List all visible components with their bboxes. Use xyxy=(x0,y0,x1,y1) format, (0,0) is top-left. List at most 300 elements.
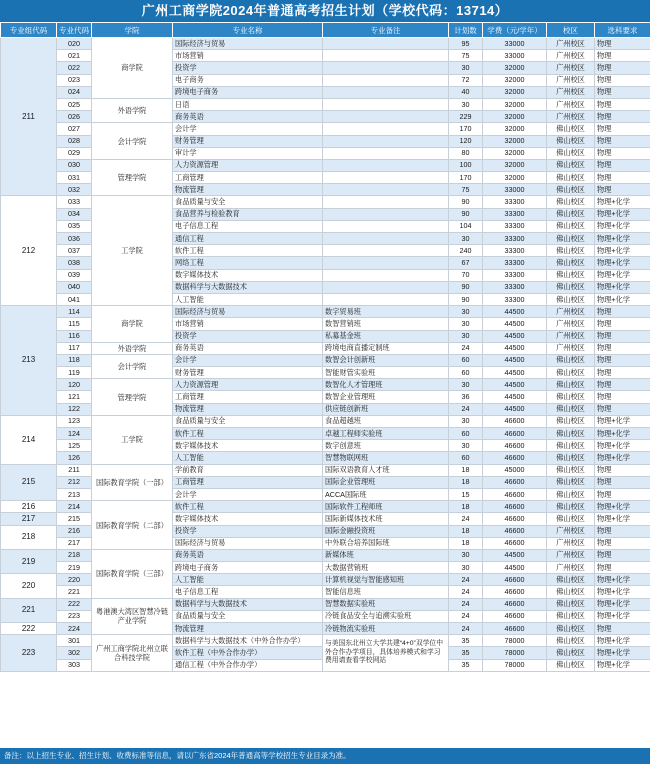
major-code-cell: 022 xyxy=(57,62,92,74)
subject-req-cell: 物理 xyxy=(595,549,650,561)
tuition-cell: 33300 xyxy=(483,208,547,220)
campus-cell: 佛山校区 xyxy=(547,208,595,220)
subject-req-cell: 物理 xyxy=(595,306,650,318)
major-name-cell: 财务管理 xyxy=(173,135,323,147)
major-name-cell: 通信工程（中外合作办学） xyxy=(173,659,323,671)
group-code-cell: 221 xyxy=(1,598,57,622)
major-note-cell: 私募基金班 xyxy=(323,330,449,342)
campus-cell: 佛山校区 xyxy=(547,586,595,598)
campus-cell: 佛山校区 xyxy=(547,245,595,257)
major-name-cell: 商务英语 xyxy=(173,549,323,561)
major-code-cell: 302 xyxy=(57,647,92,659)
tuition-cell: 33300 xyxy=(483,269,547,281)
major-code-cell: 116 xyxy=(57,330,92,342)
group-code-cell: 212 xyxy=(1,196,57,306)
tuition-cell: 46600 xyxy=(483,525,547,537)
major-name-cell: 日语 xyxy=(173,98,323,110)
major-name-cell: 人工智能 xyxy=(173,574,323,586)
major-code-cell: 120 xyxy=(57,379,92,391)
header-tuition: 学费（元/学年） xyxy=(483,23,547,38)
tuition-cell: 44500 xyxy=(483,330,547,342)
table-row xyxy=(1,549,650,561)
subject-req-cell: 物理+化学 xyxy=(595,269,650,281)
major-name-cell: 食品质量与安全 xyxy=(173,610,323,622)
plan-cell: 40 xyxy=(449,86,483,98)
campus-cell: 佛山校区 xyxy=(547,159,595,171)
subject-req-cell: 物理 xyxy=(595,476,650,488)
tuition-cell: 46600 xyxy=(483,586,547,598)
major-code-cell: 029 xyxy=(57,147,92,159)
campus-cell: 佛山校区 xyxy=(547,501,595,513)
subject-req-cell: 物理 xyxy=(595,464,650,476)
campus-cell: 佛山校区 xyxy=(547,440,595,452)
plan-cell: 170 xyxy=(449,123,483,135)
major-note-cell xyxy=(323,245,449,257)
campus-cell: 佛山校区 xyxy=(547,233,595,245)
major-code-cell: 023 xyxy=(57,74,92,86)
subject-req-cell: 物理+化学 xyxy=(595,415,650,427)
major-name-cell: 跨境电子商务 xyxy=(173,86,323,98)
major-code-cell: 123 xyxy=(57,415,92,427)
major-name-cell: 电子信息工程 xyxy=(173,586,323,598)
subject-req-cell: 物理+化学 xyxy=(595,233,650,245)
plan-cell: 18 xyxy=(449,464,483,476)
plan-cell: 60 xyxy=(449,452,483,464)
major-name-cell: 国际经济与贸易 xyxy=(173,38,323,50)
major-code-cell: 039 xyxy=(57,269,92,281)
college-cell: 会计学院 xyxy=(92,354,173,378)
tuition-cell: 46600 xyxy=(483,428,547,440)
tuition-cell: 32000 xyxy=(483,98,547,110)
tuition-cell: 46600 xyxy=(483,598,547,610)
major-note-cell: 国际新媒体技术班 xyxy=(323,513,449,525)
major-note-cell: 国际企业管理班 xyxy=(323,476,449,488)
subject-req-cell: 物理+化学 xyxy=(595,293,650,305)
plan-cell: 100 xyxy=(449,159,483,171)
tuition-cell: 46600 xyxy=(483,537,547,549)
major-note-cell xyxy=(323,98,449,110)
table-row xyxy=(1,159,650,171)
table-row xyxy=(1,501,650,513)
campus-cell: 广州校区 xyxy=(547,537,595,549)
plan-cell: 30 xyxy=(449,379,483,391)
campus-cell: 广州校区 xyxy=(547,342,595,354)
subject-req-cell: 物理+化学 xyxy=(595,574,650,586)
tuition-cell: 44500 xyxy=(483,354,547,366)
tuition-cell: 46600 xyxy=(483,476,547,488)
campus-cell: 佛山校区 xyxy=(547,147,595,159)
major-note-cell xyxy=(323,135,449,147)
subject-req-cell: 物理+化学 xyxy=(595,428,650,440)
campus-cell: 广州校区 xyxy=(547,111,595,123)
plan-cell: 170 xyxy=(449,172,483,184)
major-name-cell: 人力资源管理 xyxy=(173,379,323,391)
table-row xyxy=(1,635,650,647)
major-code-cell: 115 xyxy=(57,318,92,330)
major-code-cell: 212 xyxy=(57,476,92,488)
major-note-cell xyxy=(323,172,449,184)
plan-cell: 24 xyxy=(449,623,483,635)
major-note-cell: 数字创意班 xyxy=(323,440,449,452)
tuition-cell: 33300 xyxy=(483,220,547,232)
major-name-cell: 商务英语 xyxy=(173,342,323,354)
plan-cell: 18 xyxy=(449,525,483,537)
major-code-cell: 221 xyxy=(57,586,92,598)
major-name-cell: 电子信息工程 xyxy=(173,220,323,232)
plan-cell: 72 xyxy=(449,74,483,86)
tuition-cell: 78000 xyxy=(483,659,547,671)
group-code-cell: 215 xyxy=(1,464,57,501)
campus-cell: 佛山校区 xyxy=(547,623,595,635)
subject-req-cell: 物理 xyxy=(595,62,650,74)
major-name-cell: 市场营销 xyxy=(173,318,323,330)
plan-cell: 90 xyxy=(449,281,483,293)
major-note-cell: 国际金融投资班 xyxy=(323,525,449,537)
tuition-cell: 46600 xyxy=(483,488,547,500)
campus-cell: 佛山校区 xyxy=(547,452,595,464)
major-note-cell: 冷链食品安全与追溯实验班 xyxy=(323,610,449,622)
subject-req-cell: 物理 xyxy=(595,403,650,415)
tuition-cell: 44500 xyxy=(483,562,547,574)
tuition-cell: 46600 xyxy=(483,610,547,622)
major-note-cell xyxy=(323,220,449,232)
subject-req-cell: 物理+化学 xyxy=(595,196,650,208)
major-code-cell: 213 xyxy=(57,488,92,500)
major-name-cell: 人工智能 xyxy=(173,293,323,305)
group-code-cell: 219 xyxy=(1,549,57,573)
plan-cell: 24 xyxy=(449,513,483,525)
major-code-cell: 041 xyxy=(57,293,92,305)
major-code-cell: 114 xyxy=(57,306,92,318)
major-name-cell: 会计学 xyxy=(173,488,323,500)
tuition-cell: 44500 xyxy=(483,342,547,354)
plan-cell: 24 xyxy=(449,598,483,610)
campus-cell: 佛山校区 xyxy=(547,269,595,281)
major-code-cell: 125 xyxy=(57,440,92,452)
tuition-cell: 32000 xyxy=(483,147,547,159)
table-row xyxy=(1,342,650,354)
major-code-cell: 025 xyxy=(57,98,92,110)
major-code-cell: 219 xyxy=(57,562,92,574)
subject-req-cell: 物理+化学 xyxy=(595,501,650,513)
table-row xyxy=(1,379,650,391)
major-note-cell: 卓越工程师实验班 xyxy=(323,428,449,440)
plan-cell: 60 xyxy=(449,367,483,379)
tuition-cell: 44500 xyxy=(483,549,547,561)
plan-cell: 30 xyxy=(449,306,483,318)
campus-cell: 广州校区 xyxy=(547,318,595,330)
campus-cell: 佛山校区 xyxy=(547,257,595,269)
subject-req-cell: 物理 xyxy=(595,184,650,196)
major-name-cell: 网络工程 xyxy=(173,257,323,269)
major-note-cell xyxy=(323,50,449,62)
group-code-cell: 223 xyxy=(1,635,57,672)
major-name-cell: 投资学 xyxy=(173,525,323,537)
major-code-cell: 032 xyxy=(57,184,92,196)
table-header-row xyxy=(1,23,650,38)
subject-req-cell: 物理 xyxy=(595,50,650,62)
enrollment-plan-table xyxy=(0,22,650,672)
header-campus: 校区 xyxy=(547,23,595,38)
major-name-cell: 投资学 xyxy=(173,330,323,342)
tuition-cell: 44500 xyxy=(483,379,547,391)
major-code-cell: 121 xyxy=(57,391,92,403)
major-name-cell: 财务管理 xyxy=(173,367,323,379)
subject-req-cell: 物理 xyxy=(595,342,650,354)
major-code-cell: 124 xyxy=(57,428,92,440)
subject-req-cell: 物理+化学 xyxy=(595,281,650,293)
subject-req-cell: 物理+化学 xyxy=(595,208,650,220)
major-note-cell: 数智营销班 xyxy=(323,318,449,330)
footer-note: 备注：以上招生专业、招生计划、收费标准等信息，请以广东省2024年普通高等学校招生专业目录为准。 xyxy=(0,748,650,764)
college-cell: 外语学院 xyxy=(92,342,173,354)
table-row xyxy=(1,464,650,476)
campus-cell: 佛山校区 xyxy=(547,635,595,647)
campus-cell: 佛山校区 xyxy=(547,598,595,610)
header-major-code: 专业代码 xyxy=(57,23,92,38)
plan-cell: 35 xyxy=(449,659,483,671)
college-cell: 粤港澳大湾区智慧冷链产业学院 xyxy=(92,598,173,635)
tuition-cell: 33000 xyxy=(483,184,547,196)
college-cell: 管理学院 xyxy=(92,159,173,196)
major-name-cell: 软件工程 xyxy=(173,428,323,440)
major-note-cell: 新媒体班 xyxy=(323,549,449,561)
tuition-cell: 32000 xyxy=(483,62,547,74)
major-note-cell xyxy=(323,293,449,305)
major-note-cell: 国际双语教育人才班 xyxy=(323,464,449,476)
major-code-cell: 223 xyxy=(57,610,92,622)
tuition-cell: 32000 xyxy=(483,159,547,171)
major-code-cell: 040 xyxy=(57,281,92,293)
campus-cell: 佛山校区 xyxy=(547,476,595,488)
major-name-cell: 食品营养与检验教育 xyxy=(173,208,323,220)
campus-cell: 佛山校区 xyxy=(547,379,595,391)
college-cell: 商学院 xyxy=(92,38,173,99)
major-code-cell: 030 xyxy=(57,159,92,171)
major-name-cell: 数据科学与大数据技术 xyxy=(173,598,323,610)
major-code-cell: 122 xyxy=(57,403,92,415)
subject-req-cell: 物理 xyxy=(595,147,650,159)
college-cell: 会计学院 xyxy=(92,123,173,160)
major-note-cell xyxy=(323,86,449,98)
major-name-cell: 物流管理 xyxy=(173,184,323,196)
campus-cell: 广州校区 xyxy=(547,562,595,574)
major-name-cell: 会计学 xyxy=(173,354,323,366)
group-code-cell: 217 xyxy=(1,513,57,525)
header-major-name: 专业名称 xyxy=(173,23,323,38)
major-code-cell: 038 xyxy=(57,257,92,269)
campus-cell: 佛山校区 xyxy=(547,123,595,135)
tuition-cell: 44500 xyxy=(483,306,547,318)
campus-cell: 广州校区 xyxy=(547,525,595,537)
plan-cell: 90 xyxy=(449,208,483,220)
tuition-cell: 46600 xyxy=(483,452,547,464)
major-code-cell: 037 xyxy=(57,245,92,257)
tuition-cell: 32000 xyxy=(483,172,547,184)
major-name-cell: 人工智能 xyxy=(173,452,323,464)
major-name-cell: 会计学 xyxy=(173,123,323,135)
college-cell: 国际教育学院（三部） xyxy=(92,549,173,598)
plan-cell: 30 xyxy=(449,415,483,427)
group-code-cell: 214 xyxy=(1,415,57,464)
major-name-cell: 工商管理 xyxy=(173,476,323,488)
tuition-cell: 44500 xyxy=(483,391,547,403)
campus-cell: 佛山校区 xyxy=(547,184,595,196)
major-code-cell: 218 xyxy=(57,549,92,561)
major-code-cell: 021 xyxy=(57,50,92,62)
plan-cell: 24 xyxy=(449,586,483,598)
major-note-cell: 跨境电商直播定制班 xyxy=(323,342,449,354)
major-code-cell: 217 xyxy=(57,537,92,549)
major-name-cell: 审计学 xyxy=(173,147,323,159)
plan-cell: 70 xyxy=(449,269,483,281)
tuition-cell: 33300 xyxy=(483,233,547,245)
subject-req-cell: 物理 xyxy=(595,159,650,171)
major-note-cell: 国际软件工程师班 xyxy=(323,501,449,513)
major-code-cell: 117 xyxy=(57,342,92,354)
major-note-cell: 智能财管实验班 xyxy=(323,367,449,379)
subject-req-cell: 物理 xyxy=(595,537,650,549)
tuition-cell: 32000 xyxy=(483,86,547,98)
subject-req-cell: 物理+化学 xyxy=(595,586,650,598)
plan-cell: 24 xyxy=(449,610,483,622)
plan-cell: 15 xyxy=(449,488,483,500)
table-row xyxy=(1,196,650,208)
major-code-cell: 216 xyxy=(57,525,92,537)
campus-cell: 广州校区 xyxy=(547,98,595,110)
major-code-cell: 026 xyxy=(57,111,92,123)
major-code-cell: 126 xyxy=(57,452,92,464)
campus-cell: 佛山校区 xyxy=(547,464,595,476)
plan-cell: 35 xyxy=(449,635,483,647)
header-plan: 计划数 xyxy=(449,23,483,38)
major-code-cell: 211 xyxy=(57,464,92,476)
plan-cell: 30 xyxy=(449,330,483,342)
plan-cell: 30 xyxy=(449,233,483,245)
major-note-cell xyxy=(323,281,449,293)
plan-cell: 75 xyxy=(449,184,483,196)
table-row xyxy=(1,415,650,427)
subject-req-cell: 物理 xyxy=(595,318,650,330)
plan-cell: 30 xyxy=(449,440,483,452)
major-name-cell: 物流管理 xyxy=(173,403,323,415)
tuition-cell: 46600 xyxy=(483,623,547,635)
tuition-cell: 44500 xyxy=(483,367,547,379)
major-note-cell: 中外联合培养国际班 xyxy=(323,537,449,549)
college-cell: 管理学院 xyxy=(92,379,173,416)
major-code-cell: 214 xyxy=(57,501,92,513)
major-name-cell: 国际经济与贸易 xyxy=(173,537,323,549)
major-note-cell: 供应链创新班 xyxy=(323,403,449,415)
campus-cell: 佛山校区 xyxy=(547,220,595,232)
major-note-cell xyxy=(323,123,449,135)
subject-req-cell: 物理 xyxy=(595,330,650,342)
major-name-cell: 食品质量与安全 xyxy=(173,415,323,427)
tuition-cell: 32000 xyxy=(483,74,547,86)
campus-cell: 广州校区 xyxy=(547,549,595,561)
tuition-cell: 46600 xyxy=(483,501,547,513)
campus-cell: 广州校区 xyxy=(547,330,595,342)
header-college: 学院 xyxy=(92,23,173,38)
plan-cell: 30 xyxy=(449,318,483,330)
major-note-cell xyxy=(323,74,449,86)
plan-cell: 90 xyxy=(449,196,483,208)
major-name-cell: 数字媒体技术 xyxy=(173,513,323,525)
plan-cell: 36 xyxy=(449,391,483,403)
campus-cell: 佛山校区 xyxy=(547,293,595,305)
campus-cell: 广州校区 xyxy=(547,50,595,62)
major-note-cell: 食品超越班 xyxy=(323,415,449,427)
campus-cell: 广州校区 xyxy=(547,306,595,318)
subject-req-cell: 物理 xyxy=(595,562,650,574)
tuition-cell: 33300 xyxy=(483,257,547,269)
college-cell: 广州工商学院北州立联合科技学院 xyxy=(92,635,173,672)
tuition-cell: 33000 xyxy=(483,38,547,50)
major-note-cell xyxy=(323,269,449,281)
subject-req-cell: 物理 xyxy=(595,74,650,86)
major-note-cell: 智能信息班 xyxy=(323,586,449,598)
header-group-code: 专业组代码 xyxy=(1,23,57,38)
group-code-cell: 218 xyxy=(1,525,57,549)
major-code-cell: 028 xyxy=(57,135,92,147)
major-note-cell: 计算机视觉与智能感知班 xyxy=(323,574,449,586)
major-name-cell: 通信工程 xyxy=(173,233,323,245)
major-name-cell: 学前教育 xyxy=(173,464,323,476)
subject-req-cell: 物理+化学 xyxy=(595,257,650,269)
group-code-cell: 220 xyxy=(1,574,57,598)
major-code-cell: 020 xyxy=(57,38,92,50)
plan-cell: 60 xyxy=(449,354,483,366)
campus-cell: 佛山校区 xyxy=(547,574,595,586)
major-name-cell: 数字媒体技术 xyxy=(173,440,323,452)
major-name-cell: 电子商务 xyxy=(173,74,323,86)
major-name-cell: 工商管理 xyxy=(173,391,323,403)
campus-cell: 佛山校区 xyxy=(547,488,595,500)
page-title: 广州工商学院2024年普通高考招生计划（学校代码：13714） xyxy=(0,0,650,22)
major-note-cell xyxy=(323,233,449,245)
major-code-cell: 215 xyxy=(57,513,92,525)
group-code-cell: 222 xyxy=(1,623,57,635)
major-name-cell: 市场营销 xyxy=(173,50,323,62)
major-name-cell: 数据科学与大数据技术（中外合作办学） xyxy=(173,635,323,647)
major-note-cell xyxy=(323,62,449,74)
subject-req-cell: 物理+化学 xyxy=(595,635,650,647)
subject-req-cell: 物理+化学 xyxy=(595,220,650,232)
tuition-cell: 32000 xyxy=(483,123,547,135)
college-cell: 工学院 xyxy=(92,196,173,306)
tuition-cell: 44500 xyxy=(483,403,547,415)
major-code-cell: 036 xyxy=(57,233,92,245)
plan-cell: 104 xyxy=(449,220,483,232)
major-code-cell: 033 xyxy=(57,196,92,208)
subject-req-cell: 物理 xyxy=(595,367,650,379)
campus-cell: 佛山校区 xyxy=(547,172,595,184)
campus-cell: 佛山校区 xyxy=(547,403,595,415)
plan-cell: 18 xyxy=(449,537,483,549)
subject-req-cell: 物理+化学 xyxy=(595,598,650,610)
college-cell: 外语学院 xyxy=(92,98,173,122)
plan-cell: 30 xyxy=(449,562,483,574)
plan-cell: 24 xyxy=(449,403,483,415)
subject-req-cell: 物理+化学 xyxy=(595,452,650,464)
plan-cell: 90 xyxy=(449,293,483,305)
plan-cell: 67 xyxy=(449,257,483,269)
subject-req-cell: 物理 xyxy=(595,488,650,500)
tuition-cell: 32000 xyxy=(483,111,547,123)
plan-cell: 30 xyxy=(449,549,483,561)
campus-cell: 佛山校区 xyxy=(547,659,595,671)
tuition-cell: 46600 xyxy=(483,513,547,525)
